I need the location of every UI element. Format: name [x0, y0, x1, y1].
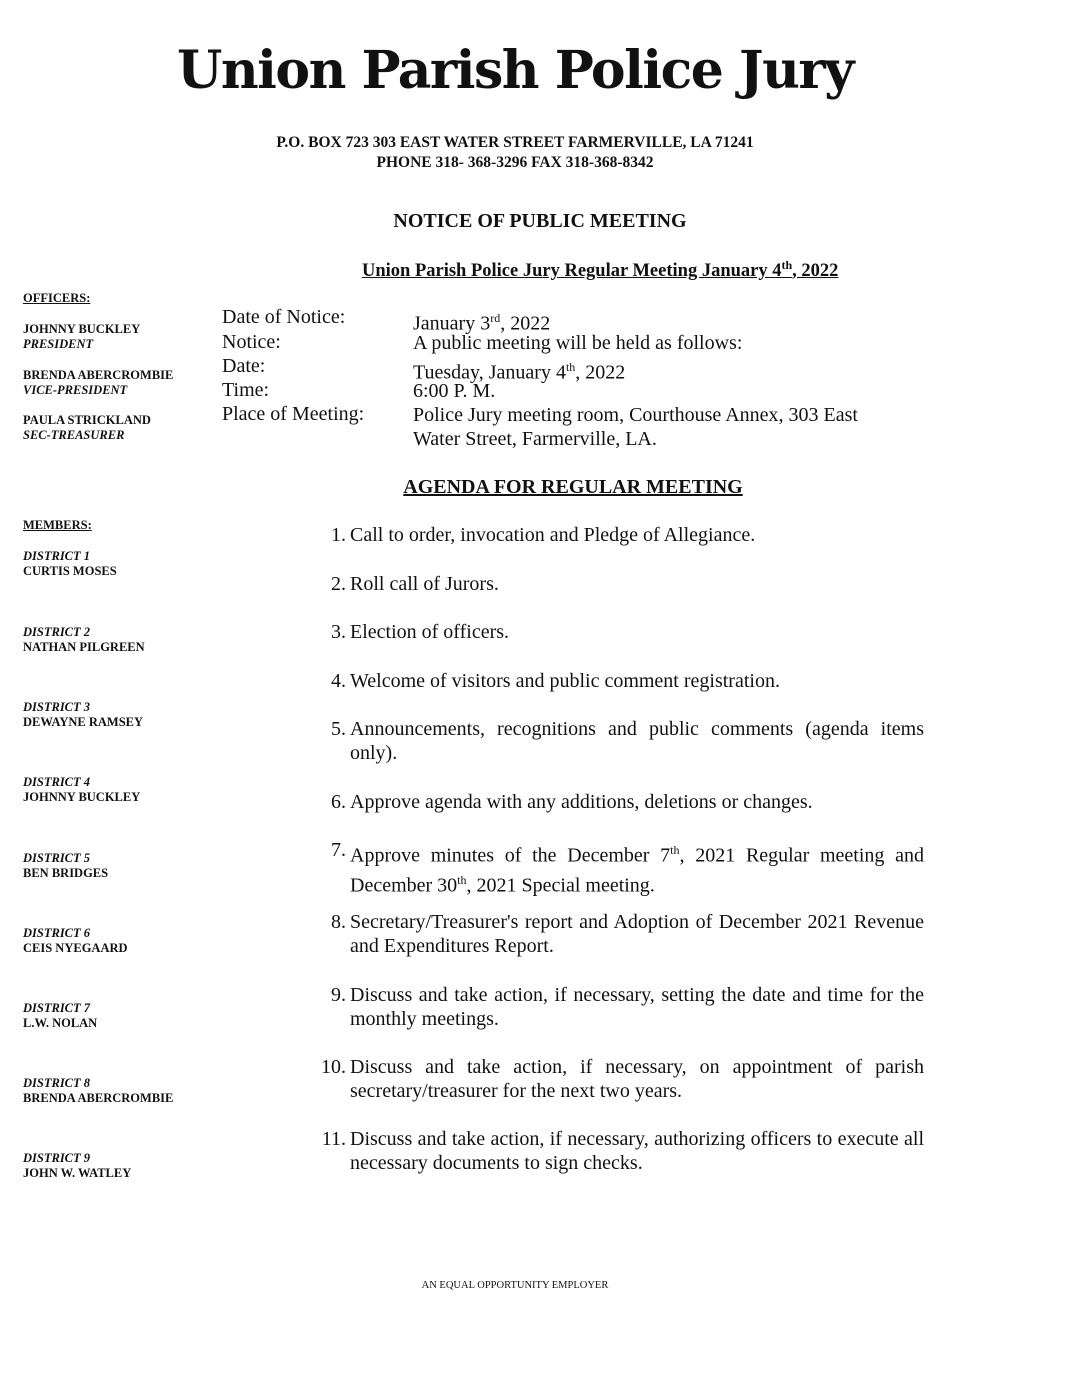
- notice-title: NOTICE OF PUBLIC MEETING: [393, 210, 687, 232]
- agenda-item-number: 2.: [331, 573, 346, 595]
- member-entry: [23, 700, 143, 730]
- member-district: DISTRICT 4: [23, 775, 91, 789]
- agenda-item-number: 9.: [331, 984, 346, 1006]
- officer-entry: [23, 368, 173, 398]
- agenda-item-number: 6.: [331, 791, 346, 813]
- agenda-item-text: Discuss and take action, if necessary, authorizing officers to execute all necessary documents to sign checks.: [350, 1128, 924, 1174]
- agenda-item-number: 4.: [331, 670, 346, 692]
- agenda-item-number: 7.: [331, 839, 346, 861]
- officer-name: BRENDA ABERCROMBIE: [23, 368, 174, 382]
- agenda-item-number: 3.: [331, 621, 346, 643]
- letterhead-title: Union Parish Police Jury: [176, 40, 853, 101]
- agenda-item: [316, 983, 924, 1031]
- time-label: Time:: [222, 379, 270, 401]
- agenda-item-text: Discuss and take action, if necessary, setting the date and time for the monthly meetings.: [350, 984, 924, 1030]
- agenda-item: [316, 572, 924, 596]
- agenda-item: [316, 1055, 924, 1103]
- agenda-item: [316, 1127, 924, 1175]
- member-name: CURTIS MOSES: [23, 564, 117, 578]
- members-heading: MEMBERS:: [23, 518, 92, 532]
- footer-text: AN EQUAL OPPORTUNITY EMPLOYER: [421, 1280, 609, 1291]
- agenda-item: [316, 523, 924, 547]
- agenda-item: [316, 910, 924, 958]
- member-name: CEIS NYEGAARD: [23, 941, 128, 955]
- agenda-item-number: 10.: [321, 1056, 346, 1078]
- agenda-item: [316, 838, 924, 897]
- agenda-item-text: Announcements, recognitions and public comments (agenda items only).: [350, 718, 924, 764]
- officer-title: SEC-TREASURER: [23, 428, 125, 442]
- agenda-item-text: Welcome of visitors and public comment registration.: [350, 670, 780, 692]
- place-line: Water Street, Farmerville, LA.: [413, 428, 657, 450]
- officer-entry: [23, 322, 140, 352]
- member-entry: [23, 1151, 131, 1181]
- agenda-item-number: 8.: [331, 911, 346, 933]
- notice-label: Notice:: [222, 331, 281, 353]
- agenda-item-text: Approve agenda with any additions, deletions or changes.: [350, 791, 813, 813]
- notice-value: A public meeting will be held as follows:: [413, 332, 743, 354]
- date-value: Tuesday, January 4th, 2022: [413, 360, 626, 384]
- place-value: [413, 403, 858, 451]
- member-name: JOHN W. WATLEY: [23, 1166, 132, 1180]
- member-name: L.W. NOLAN: [23, 1016, 98, 1030]
- member-name: BRENDA ABERCROMBIE: [23, 1091, 174, 1105]
- agenda-item: [316, 790, 924, 814]
- member-entry: [23, 1001, 97, 1031]
- meeting-title: Union Parish Police Jury Regular Meeting January 4th, 2022: [362, 258, 839, 282]
- member-district: DISTRICT 6: [23, 926, 91, 940]
- officer-entry: [23, 413, 151, 443]
- member-entry: [23, 775, 140, 805]
- member-entry: [23, 851, 108, 881]
- member-district: DISTRICT 9: [23, 1151, 91, 1165]
- date-label: Date:: [222, 355, 266, 377]
- member-name: BEN BRIDGES: [23, 866, 109, 880]
- agenda-heading: AGENDA FOR REGULAR MEETING: [403, 476, 743, 498]
- date-of-notice-value: January 3rd, 2022: [413, 311, 551, 335]
- agenda-item-text: Roll call of Jurors.: [350, 573, 499, 595]
- officer-title: PRESIDENT: [23, 337, 94, 351]
- member-district: DISTRICT 2: [23, 625, 91, 639]
- agenda-item-number: 5.: [331, 718, 346, 740]
- member-entry: [23, 549, 117, 579]
- agenda-item-text: Secretary/Treasurer's report and Adoption of December 2021 Revenue and Expenditures Report.: [350, 911, 924, 957]
- member-entry: [23, 625, 145, 655]
- agenda-item-text: Discuss and take action, if necessary, on appointment of parish secretary/treasurer for the next two years.: [350, 1056, 924, 1102]
- date-of-notice-label: Date of Notice:: [222, 306, 346, 328]
- officer-title: VICE-PRESIDENT: [23, 383, 128, 397]
- agenda-item-text: Call to order, invocation and Pledge of Allegiance.: [350, 524, 756, 546]
- member-district: DISTRICT 7: [23, 1001, 91, 1015]
- place-label: Place of Meeting:: [222, 403, 365, 425]
- officer-name: PAULA STRICKLAND: [23, 413, 151, 427]
- officers-heading: OFFICERS:: [23, 291, 91, 305]
- agenda-item: [316, 669, 924, 693]
- member-entry: [23, 926, 128, 956]
- agenda-item-text: Election of officers.: [350, 621, 510, 643]
- member-name: NATHAN PILGREEN: [23, 640, 145, 654]
- address-line: P.O. BOX 723 303 EAST WATER STREET FARMERVILLE, LA 71241: [276, 134, 754, 151]
- member-name: DEWAYNE RAMSEY: [23, 715, 144, 729]
- place-line: Police Jury meeting room, Courthouse Annex, 303 East: [413, 404, 858, 426]
- agenda-item: [316, 620, 924, 644]
- time-value: 6:00 P. M.: [413, 380, 496, 402]
- officer-name: JOHNNY BUCKLEY: [23, 322, 141, 336]
- agenda-item-text: Approve minutes of the December 7th, 2021 Regular meeting and December 30th, 2021 Special meeting.: [350, 843, 924, 897]
- member-entry: [23, 1076, 173, 1106]
- member-district: DISTRICT 5: [23, 851, 91, 865]
- member-district: DISTRICT 8: [23, 1076, 91, 1090]
- agenda-item-number: 11.: [321, 1128, 346, 1150]
- member-district: DISTRICT 1: [23, 549, 91, 563]
- member-district: DISTRICT 3: [23, 700, 91, 714]
- agenda-item: [316, 717, 924, 765]
- agenda-item-number: 1.: [331, 524, 346, 546]
- phone-line: PHONE 318- 368-3296 FAX 318-368-8342: [376, 154, 654, 171]
- member-name: JOHNNY BUCKLEY: [23, 790, 141, 804]
